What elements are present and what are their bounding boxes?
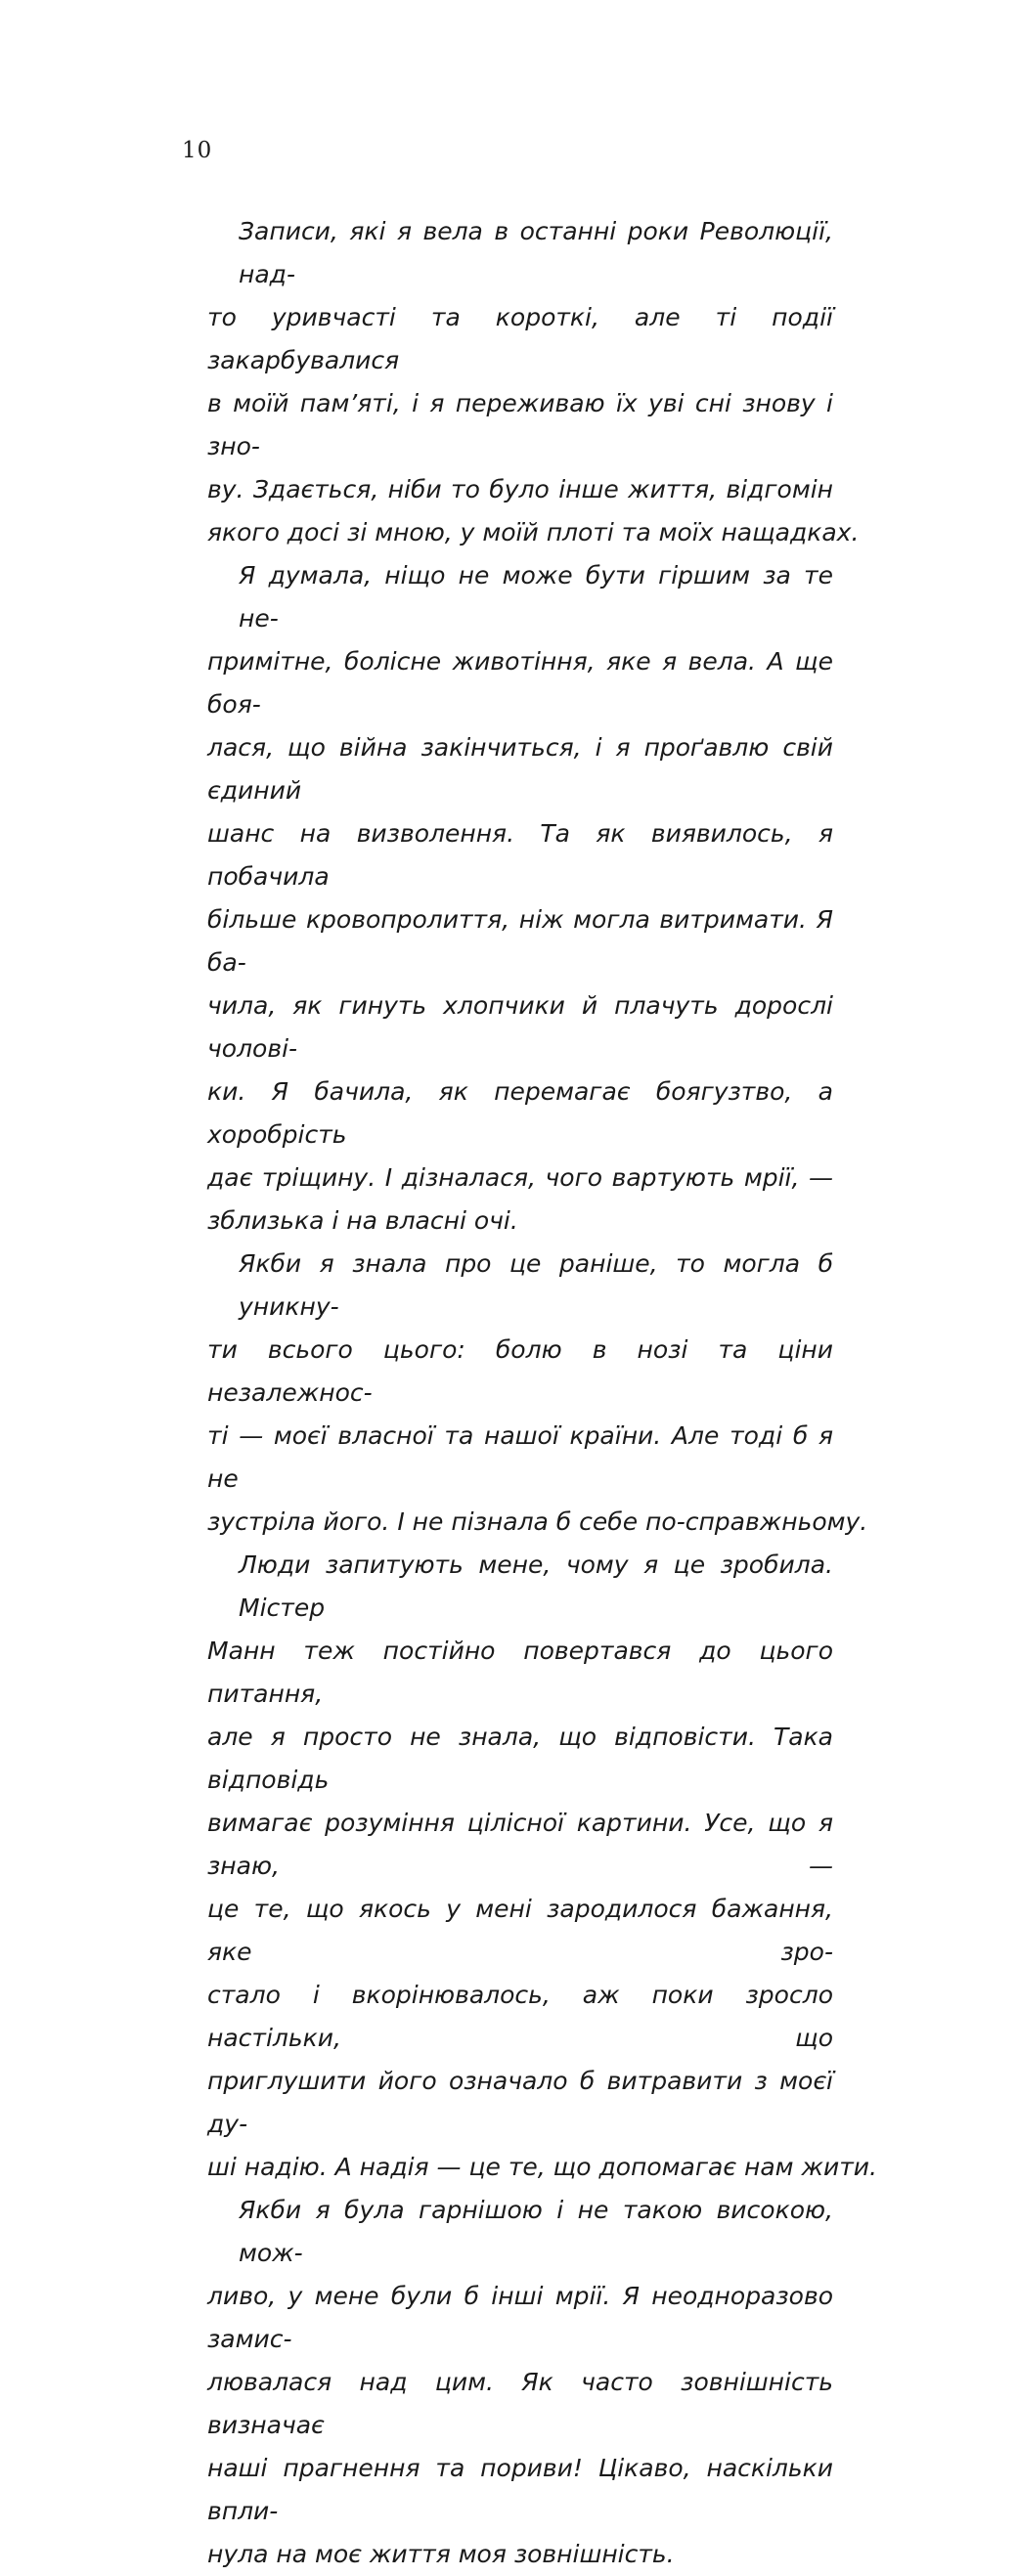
paragraph — [207, 1243, 868, 1544]
text-line: ливо, у мене були б інші мрії. Я неодноразово замис- — [207, 2282, 833, 2353]
body-text — [207, 210, 877, 2576]
text-line: зблизька і на власні очі. — [207, 1206, 518, 1235]
text-line: примітне, болісне животіння, яке я вела. А ще боя- — [207, 647, 833, 719]
text-line: вимагає розуміння цілісної картини. Усе, що я знаю, — — [207, 1809, 833, 1880]
text-line: ки. Я бачила, як перемагає боягузтво, а хоробрість — [207, 1077, 833, 1149]
paragraph — [207, 210, 860, 554]
paragraph — [207, 554, 833, 1243]
text-line: дає тріщину. І дізналася, чого вартують мрії, — — [207, 1163, 833, 1192]
text-line: Якби я була гарнішою і не такою високою, мож- — [239, 2196, 833, 2267]
page-number: 10 — [182, 138, 213, 163]
text-line: зустріла його. І не пізнала б себе по-справжньому. — [207, 1507, 868, 1536]
text-line: ву. Здається, ніби то було інше життя, відгомін — [207, 475, 833, 503]
text-line: в моїй пам’яті, і я переживаю їх уві сні знову і зно- — [207, 389, 833, 460]
text-line: Манн теж постійно повертався до цього питання, — [207, 1637, 833, 1708]
text-line: нула на моє життя моя зовнішність. — [207, 2540, 675, 2568]
text-line: Якби я знала про це раніше, то могла б уникну- — [239, 1249, 833, 1321]
text-line: але я просто не знала, що відповісти. Така відповідь — [207, 1723, 833, 1794]
text-line: наші прагнення та пориви! Цікаво, наскільки впли- — [207, 2454, 833, 2525]
text-line: ші надію. А надія — це те, що допомагає нам жити. — [207, 2153, 877, 2181]
text-line: лася, що війна закінчиться, і я проґавлю свій єдиний — [207, 733, 833, 805]
text-line: це те, що якось у мені зародилося бажання, яке зро- — [207, 1895, 833, 1966]
text-line: якого досі зі мною, у моїй плоті та моїх нащадках. — [207, 518, 860, 546]
text-line: Записи, які я вела в останні роки Революції, над- — [239, 217, 833, 288]
text-line: приглушити його означало б витравити з моєї ду- — [207, 2067, 833, 2138]
text-line: Я думала, ніщо не може бути гіршим за те не- — [239, 561, 833, 633]
text-line: Люди запитують мене, чому я це зробила. Містер — [239, 1550, 833, 1622]
paragraph — [207, 1544, 877, 2189]
text-line: ті — моєї власної та нашої країни. Але тоді б я не — [207, 1421, 833, 1493]
text-line: лювалася над цим. Як часто зовнішність визначає — [207, 2368, 833, 2439]
text-line: то уривчасті та короткі, але ті події закарбувалися — [207, 303, 833, 374]
text-line: більше кровопролиття, ніж могла витримати. Я ба- — [207, 905, 833, 977]
text-line: чила, як гинуть хлопчики й плачуть дорослі чолові- — [207, 991, 833, 1063]
text-line: шанс на визволення. Та як виявилось, я побачила — [207, 819, 833, 891]
paragraph — [207, 2189, 833, 2576]
text-line: стало і вкорінювалось, аж поки зросло настільки, що — [207, 1981, 833, 2052]
text-line: ти всього цього: болю в нозі та ціни незалежнос- — [207, 1335, 833, 1407]
